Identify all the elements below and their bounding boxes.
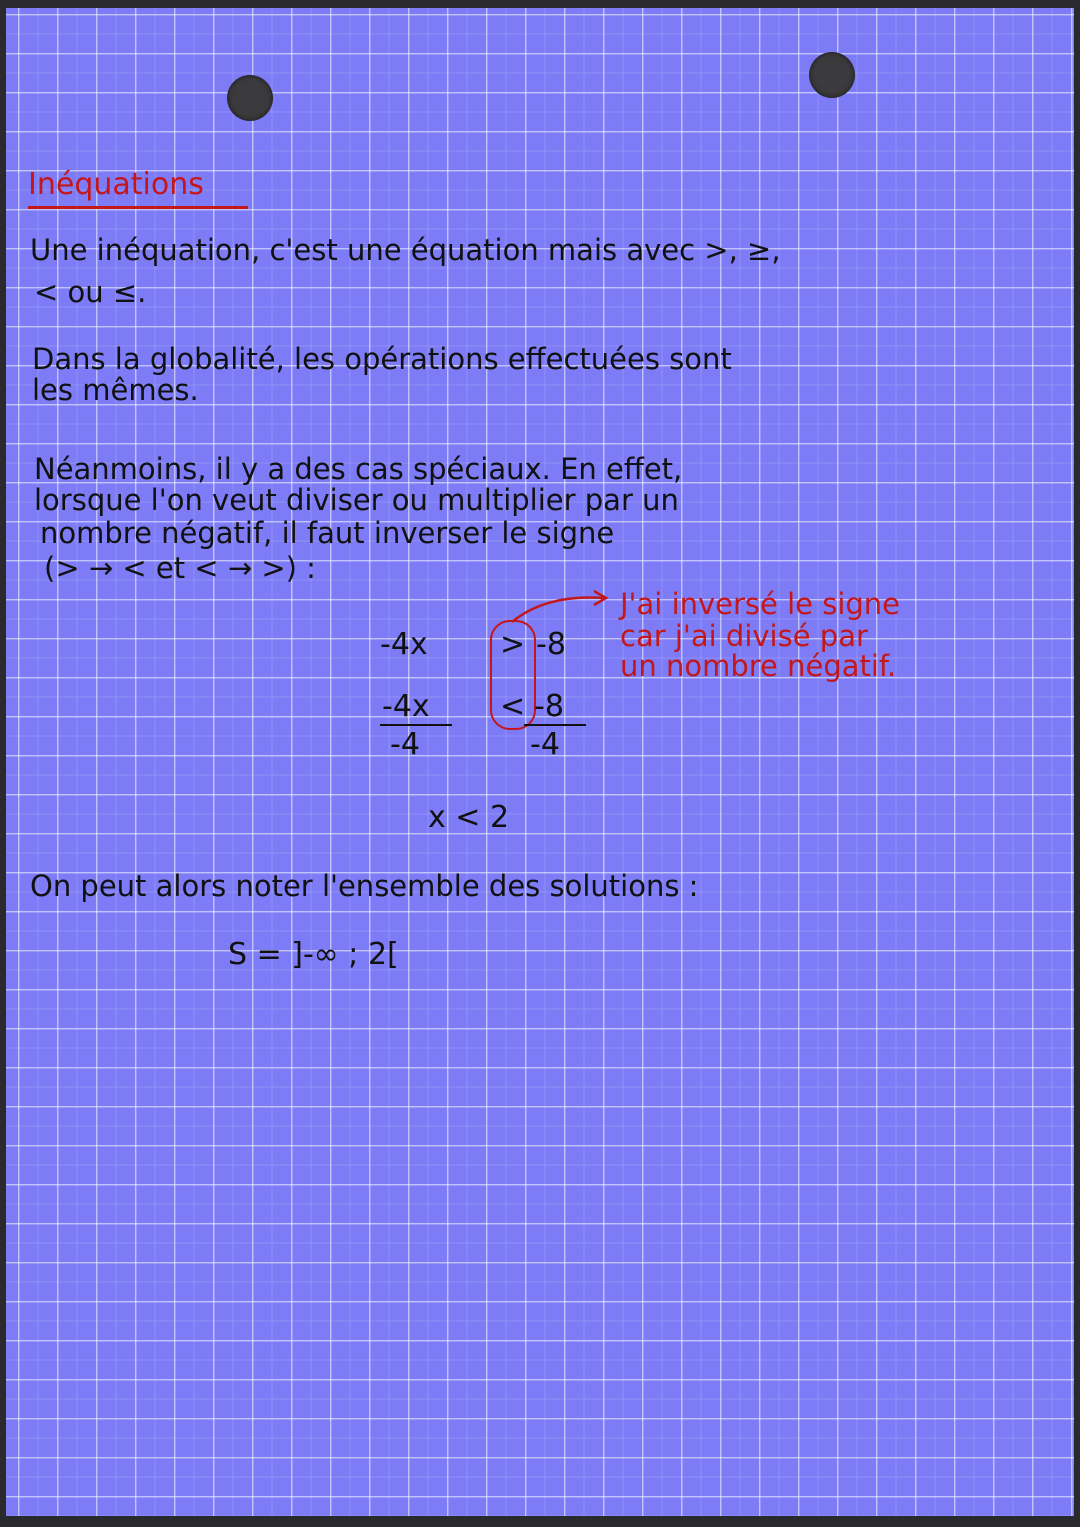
paragraph1-line1: Une inéquation, c'est une équation mais avec >, ≥, [30, 233, 781, 267]
example-denominator-left: -4 [390, 727, 420, 762]
note-title: Inéquations [28, 167, 204, 202]
example-row2-sign: < [500, 689, 526, 724]
paragraph2-line2: les mêmes. [32, 373, 199, 407]
annotation-line2: car j'ai divisé par [620, 619, 868, 653]
example-row1-right: -8 [536, 627, 566, 662]
conclusion-text: On peut alors noter l'ensemble des solutions : [30, 869, 699, 903]
solution-set: S = ]-∞ ; 2[ [228, 937, 399, 972]
example-row2-right: -8 [534, 689, 564, 724]
example-row1-sign: > [500, 627, 526, 662]
paragraph2-line1: Dans la globalité, les opérations effectuées sont [32, 342, 732, 376]
paragraph3-line1: Néanmoins, il y a des cas spéciaux. En effet, [34, 452, 683, 486]
annotation-line1: J'ai inversé le signe [620, 587, 901, 621]
example-row2-left: -4x [382, 689, 430, 724]
example-denominator-right: -4 [530, 727, 560, 762]
annotation-line3: un nombre négatif. [620, 649, 897, 683]
paragraph1-line2: < ou ≤. [34, 275, 147, 309]
example-result: x < 2 [428, 800, 510, 835]
paragraph3-line3: nombre négatif, il faut inverser le signe [40, 516, 615, 550]
annotation-arrow-icon [6, 8, 1074, 1516]
paragraph3-line4: (> → < et < → >) : [44, 551, 316, 585]
paragraph3-line2: lorsque l'on veut diviser ou multiplier par un [34, 483, 679, 517]
notebook-page [6, 8, 1074, 1516]
example-row1-left: -4x [380, 627, 428, 662]
